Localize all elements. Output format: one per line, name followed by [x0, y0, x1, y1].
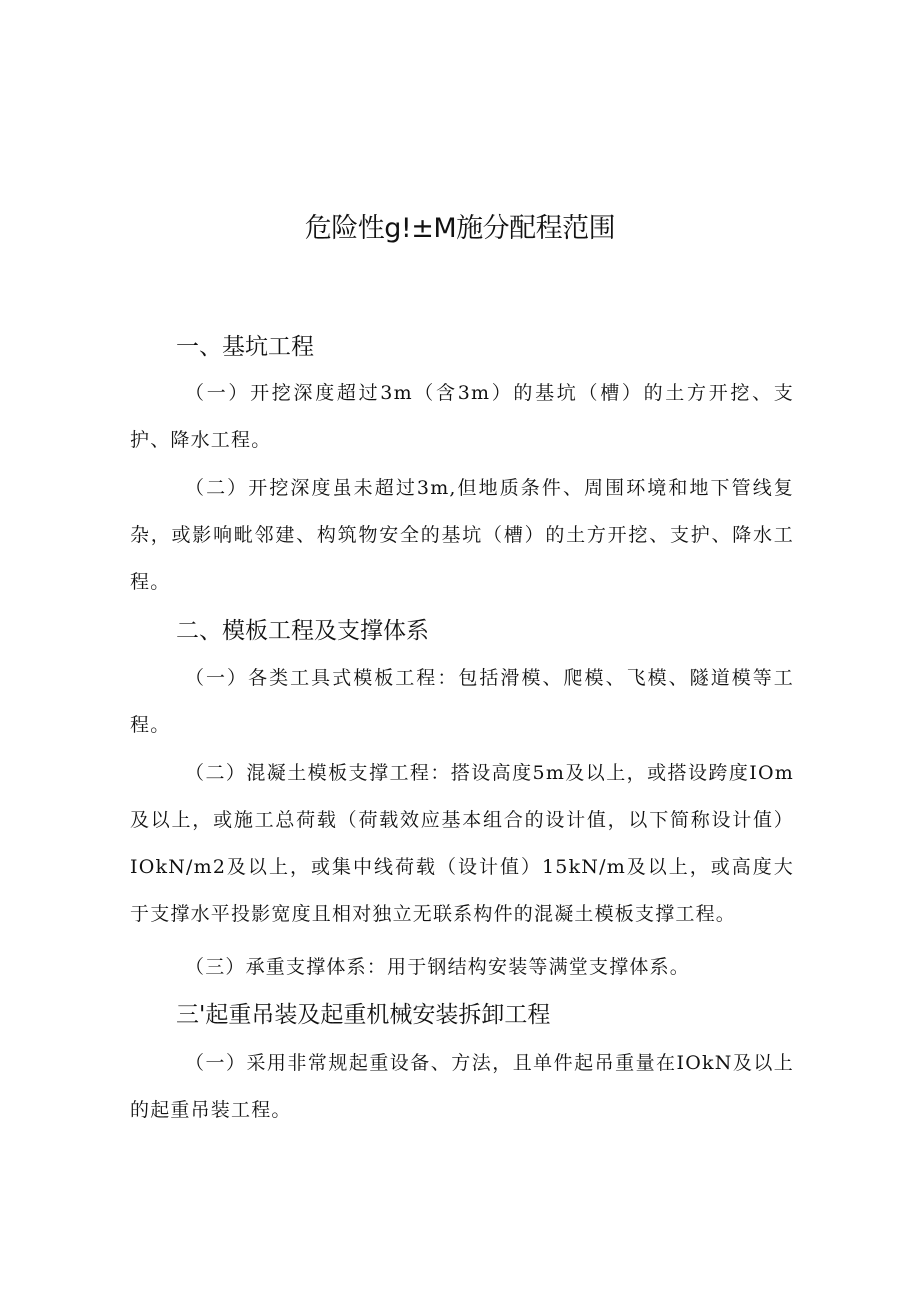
- paragraph-1-1: （一）开挖深度超过3m（含3m）的基坑（槽）的土方开挖、支护、降水工程。: [130, 382, 794, 451]
- paragraph-2-2: （二）混凝土模板支撑工程：搭设高度5m及以上，或搭设跨度IOm及以上，或施工总荷载（荷载效应基本组合的设计值，以下简称设计值）IOkN/m2及以上，或集中线荷载（设计值）15kN∕m及以上，或高度大于支撑水平投影宽度且相对独立无联系构件的混凝土模板支撑工程。: [130, 762, 794, 925]
- paragraph-2-1: （一）各类工具式模板工程：包括滑模、爬模、飞模、隧道模等工程。: [130, 667, 794, 736]
- document-title: 危险性g!±M施分配程范围: [304, 213, 616, 244]
- section-heading-1: 一、基坑工程: [176, 334, 314, 360]
- section-heading-3: 三'起重吊装及起重机械安装拆卸工程: [176, 1002, 551, 1028]
- paragraph-2-3: （三）承重支撑体系：用于钢结构安装等满堂支撑体系。: [185, 956, 691, 978]
- paragraph-1-2: （二）开挖深度虽未超过3m,但地质条件、周围环境和地下管线复杂，或影响毗邻建、构筑物安全的基坑（槽）的土方开挖、支护、降水工程。: [130, 477, 794, 593]
- section-heading-2: 二、模板工程及支撑体系: [176, 618, 429, 644]
- paragraph-3-1: （一）采用非常规起重设备、方法，且单件起吊重量在IOkN及以上的起重吊装工程。: [130, 1052, 794, 1121]
